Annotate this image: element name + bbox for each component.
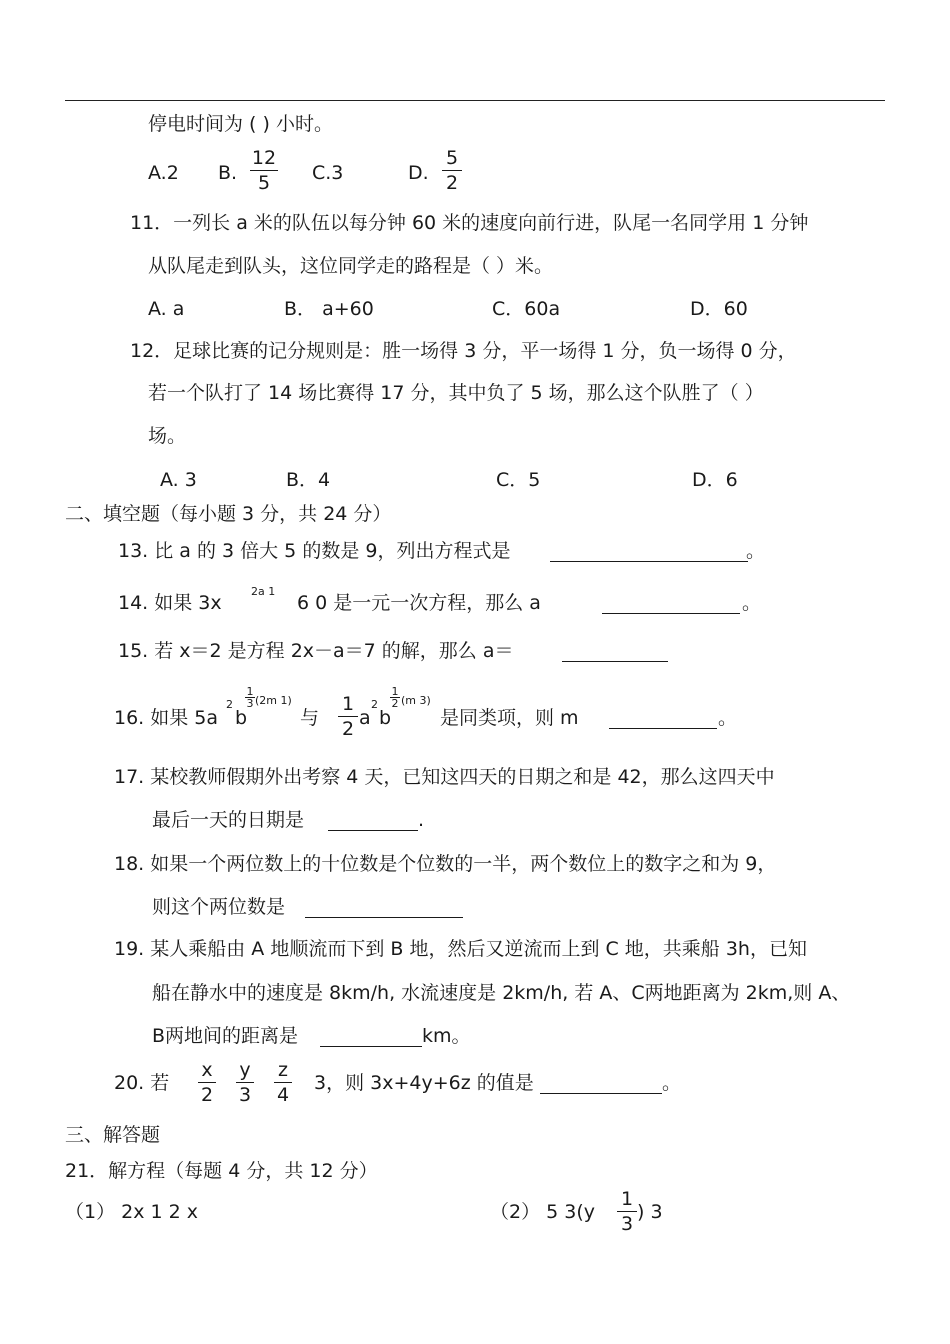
q17-end: . bbox=[418, 809, 425, 831]
q10-option-b-denominator: 5 bbox=[257, 172, 271, 194]
q18-line-1: 18. 如果一个两位数上的十位数是个位数的一半，两个数位上的数字之和为 9， bbox=[114, 853, 777, 875]
fraction-bar bbox=[250, 170, 278, 171]
q21-title: 21．解方程（每题 4 分，共 12 分） bbox=[65, 1160, 378, 1182]
q15-text: 15. 若 x＝2 是方程 2x－a＝7 的解，那么 a＝ bbox=[118, 640, 514, 662]
q10-option-d-numerator: 5 bbox=[445, 147, 459, 169]
q16-coefficient-fraction bbox=[338, 693, 358, 740]
fraction-bar bbox=[617, 1211, 637, 1212]
q16-suffix: 是同类项，则 m bbox=[440, 707, 579, 729]
q21-part-2-prefix: （2） 5 3(y bbox=[490, 1201, 596, 1223]
q11-option-c: C．60a bbox=[492, 298, 561, 320]
q12-line-3: 场。 bbox=[148, 425, 187, 447]
q16-exponent-1-fraction bbox=[245, 686, 255, 709]
q10-option-b-fraction bbox=[250, 147, 278, 194]
q21-part-1: （1） 2x 1 2 x bbox=[65, 1201, 199, 1223]
q20-fraction-y-numerator: y bbox=[239, 1059, 251, 1081]
q13-answer-blank bbox=[550, 561, 748, 562]
q16-b2: b bbox=[379, 707, 392, 729]
q14-answer-blank bbox=[602, 613, 740, 614]
q12-option-a: A. 3 bbox=[160, 469, 197, 491]
q16-exponent-2-denominator: 2 bbox=[391, 697, 399, 710]
q16-exponent-a2: 2 bbox=[371, 698, 378, 711]
q16-exponent-1-numerator: 1 bbox=[246, 685, 254, 698]
q20-fraction-x bbox=[198, 1059, 216, 1106]
section-2-heading: 二、填空题（每小题 3 分，共 24 分） bbox=[65, 503, 392, 525]
fraction-bar bbox=[198, 1082, 216, 1083]
q16-exponent-2-fraction bbox=[390, 686, 400, 709]
q20-answer-blank bbox=[540, 1093, 662, 1094]
q20-end: 。 bbox=[662, 1072, 682, 1094]
q20-fraction-z-numerator: z bbox=[278, 1059, 288, 1081]
q12-option-c: C．5 bbox=[496, 469, 541, 491]
fraction-bar bbox=[274, 1082, 292, 1083]
q10-option-a: A.2 bbox=[148, 162, 179, 184]
q11-option-b: B． a+60 bbox=[284, 298, 374, 320]
q10-option-d: D. bbox=[408, 162, 429, 184]
fraction-bar bbox=[236, 1082, 254, 1083]
q18-answer-blank bbox=[305, 917, 463, 918]
q16-prefix: 16. 如果 5a bbox=[114, 707, 219, 729]
q21-part-2-fraction bbox=[617, 1188, 637, 1235]
q12-line-1: 12．足球比赛的记分规则是：胜一场得 3 分，平一场得 1 分，负一场得 0 分， bbox=[130, 340, 797, 362]
q10-option-d-denominator: 2 bbox=[445, 172, 459, 194]
q20-fraction-z bbox=[274, 1059, 292, 1106]
q17-line-1: 17. 某校教师假期外出考察 4 天，已知这四天的日期之和是 42，那么这四天中 bbox=[114, 766, 775, 788]
q17-answer-blank bbox=[328, 830, 418, 831]
section-3-heading: 三、解答题 bbox=[65, 1124, 161, 1146]
header-rule bbox=[65, 100, 885, 101]
q10-option-d-fraction bbox=[442, 147, 462, 194]
q12-option-d: D．6 bbox=[692, 469, 738, 491]
q15-answer-blank bbox=[562, 661, 668, 662]
q16-answer-blank bbox=[609, 728, 717, 729]
q17-line-2: 最后一天的日期是 bbox=[152, 809, 305, 831]
q16-coefficient-denominator: 2 bbox=[341, 718, 355, 740]
q11-option-a: A. a bbox=[148, 298, 185, 320]
q16-exponent-2-tail: (m 3) bbox=[401, 694, 431, 707]
q16-b1: b bbox=[235, 707, 248, 729]
q21-part-2-numerator: 1 bbox=[620, 1188, 634, 1210]
q21-part-2-suffix: ) 3 bbox=[637, 1201, 663, 1223]
q20-fraction-y bbox=[236, 1059, 254, 1106]
q14-exponent: 2a 1 bbox=[251, 585, 276, 598]
q19-end: km。 bbox=[422, 1025, 471, 1047]
q19-line-2: 船在静水中的速度是 8km/h, 水流速度是 2km/h, 若 A、C两地距离为 2km,则 A、 bbox=[152, 982, 851, 1004]
q20-fraction-y-denominator: 3 bbox=[238, 1084, 252, 1106]
fraction-bar bbox=[442, 170, 462, 171]
q16-exponent-a: 2 bbox=[226, 698, 233, 711]
q20-fraction-x-denominator: 2 bbox=[200, 1084, 214, 1106]
q13-text: 13. 比 a 的 3 倍大 5 的数是 9，列出方程式是 bbox=[118, 540, 511, 562]
q16-end: 。 bbox=[718, 707, 738, 729]
q16-a2: a bbox=[359, 707, 371, 729]
q16-mid: 与 bbox=[300, 707, 320, 729]
q19-answer-blank bbox=[320, 1046, 422, 1047]
q10-option-b: B. bbox=[218, 162, 238, 184]
q16-exponent-1-denominator: 3 bbox=[246, 697, 254, 710]
q16-exponent-2-numerator: 1 bbox=[391, 685, 399, 698]
q12-option-b: B．4 bbox=[286, 469, 331, 491]
q14-suffix: 6 0 是一元一次方程，那么 a bbox=[297, 592, 541, 614]
q13-end: 。 bbox=[746, 540, 766, 562]
q14-end: 。 bbox=[742, 592, 762, 614]
q16-exponent-1-tail: (2m 1) bbox=[255, 694, 292, 707]
q12-line-2: 若一个队打了 14 场比赛得 17 分，其中负了 5 场，那么这个队胜了（ ） bbox=[148, 382, 764, 404]
q21-part-2-denominator: 3 bbox=[620, 1213, 634, 1235]
q14-prefix: 14. 如果 3x bbox=[118, 592, 222, 614]
q11-option-d: D．60 bbox=[690, 298, 748, 320]
q11-line-2: 从队尾走到队头，这位同学走的路程是（ ）米。 bbox=[148, 255, 554, 277]
q10-option-b-numerator: 12 bbox=[251, 147, 277, 169]
q20-fraction-z-denominator: 4 bbox=[276, 1084, 290, 1106]
q10-option-c: C.3 bbox=[312, 162, 344, 184]
q10-tail: 停电时间为 ( ) 小时。 bbox=[148, 113, 333, 135]
q19-line-1: 19. 某人乘船由 A 地顺流而下到 B 地，然后又逆流而上到 C 地，共乘船 3h，已知 bbox=[114, 938, 807, 960]
q19-line-3: B两地间的距离是 bbox=[152, 1025, 299, 1047]
q18-line-2: 则这个两位数是 bbox=[152, 896, 286, 918]
fraction-bar bbox=[338, 716, 358, 717]
q11-line-1: 11．一列长 a 米的队伍以每分钟 60 米的速度向前行进，队尾一名同学用 1 分钟 bbox=[130, 212, 809, 234]
q20-prefix: 20. 若 bbox=[114, 1072, 170, 1094]
q16-coefficient-numerator: 1 bbox=[341, 693, 355, 715]
q20-fraction-x-numerator: x bbox=[201, 1059, 213, 1081]
q20-suffix: 3，则 3x+4y+6z 的值是 bbox=[314, 1072, 534, 1094]
